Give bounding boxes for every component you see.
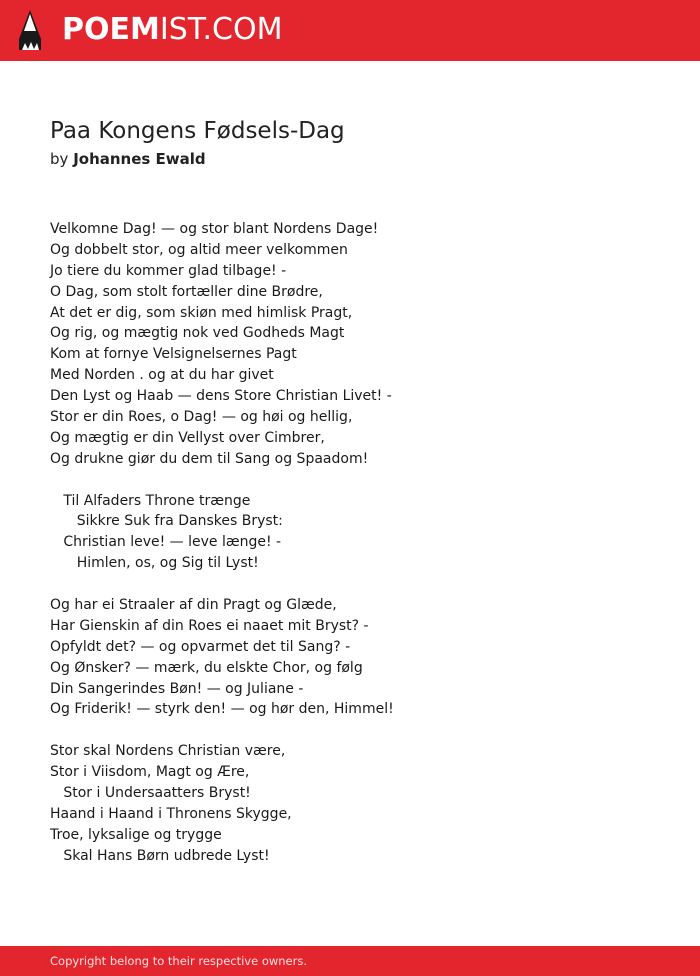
poem-line: Sikkre Suk fra Danskes Bryst: [50,513,283,530]
poem-line: Din Sangerindes Bøn! — og Juliane - [50,680,304,697]
poem-line: Jo tiere du kommer glad tilbage! - [50,262,287,279]
poem-line: Den Lyst og Haab — dens Store Christian Livet! - [50,388,392,405]
poem-line: Christian leve! — leve længe! - [50,534,282,551]
poem-line: Stor i Undersaatters Bryst! [50,785,251,802]
poem-line: Har Gienskin af din Roes ei naaet mit Bryst? - [50,617,369,634]
author-name: Johannes Ewald [73,150,206,168]
poem-line: Kom at fornye Velsignelsernes Pagt [50,346,297,363]
poem-stanza [50,741,394,866]
poem-stanza [50,595,394,720]
poem-stanza [50,219,394,470]
poem-byline [50,148,206,170]
poem-line: Og rig, og mægtig nok ved Godheds Magt [50,325,345,342]
poem-stanza [50,491,394,575]
poem-line: Og har ei Straaler af din Pragt og Glæde, [50,597,337,614]
poem-line: Himlen, os, og Sig til Lyst! [50,555,259,572]
poem-line: Og Ønsker? — mærk, du elskte Chor, og følg [50,659,363,676]
poem-line: Med Norden . og at du har givet [50,367,274,384]
site-header [0,0,700,61]
copyright-text: Copyright belong to their respective owners. [50,954,308,968]
by-label: by [50,150,69,168]
site-brand-link[interactable] [62,12,282,48]
poem-line: Opfyldt det? — og opvarmet det til Sang? - [50,638,351,655]
site-footer [0,946,700,976]
brand-bold-text: POEM [62,12,160,47]
poem-line: Stor i Viisdom, Magt og Ære, [50,764,250,781]
poem-line: Til Alfaders Throne trænge [50,492,251,509]
poem-line: Skal Hans Børn udbrede Lyst! [50,847,270,864]
poem-line: Og dobbelt stor, og altid meer velkommen [50,241,348,258]
poem-line: Stor er din Roes, o Dag! — og høi og hellig, [50,409,353,426]
poem-line: Troe, lyksalige og trygge [50,826,222,843]
poem-line: Og Friderik! — styrk den! — og hør den, Himmel! [50,701,394,718]
poem-line: Og drukne giør du dem til Sang og Spaadom! [50,450,369,467]
poem-line: Haand i Haand i Thronens Skygge, [50,805,292,822]
poem-line: Og mægtig er din Vellyst over Cimbrer, [50,429,325,446]
poem-line: At det er dig, som skiøn med himlisk Pragt, [50,304,353,321]
brand-light-text: IST.COM [159,12,283,47]
poem-body [50,219,394,888]
poem-title: Paa Kongens Fødsels-Dag [50,118,345,144]
poem-line: O Dag, som stolt fortæller dine Brødre, [50,283,323,300]
poem-line: Velkomne Dag! — og stor blant Nordens Dage! [50,221,379,237]
poem-line: Stor skal Nordens Christian være, [50,743,286,760]
pen-nib-logo-icon[interactable] [17,9,43,51]
